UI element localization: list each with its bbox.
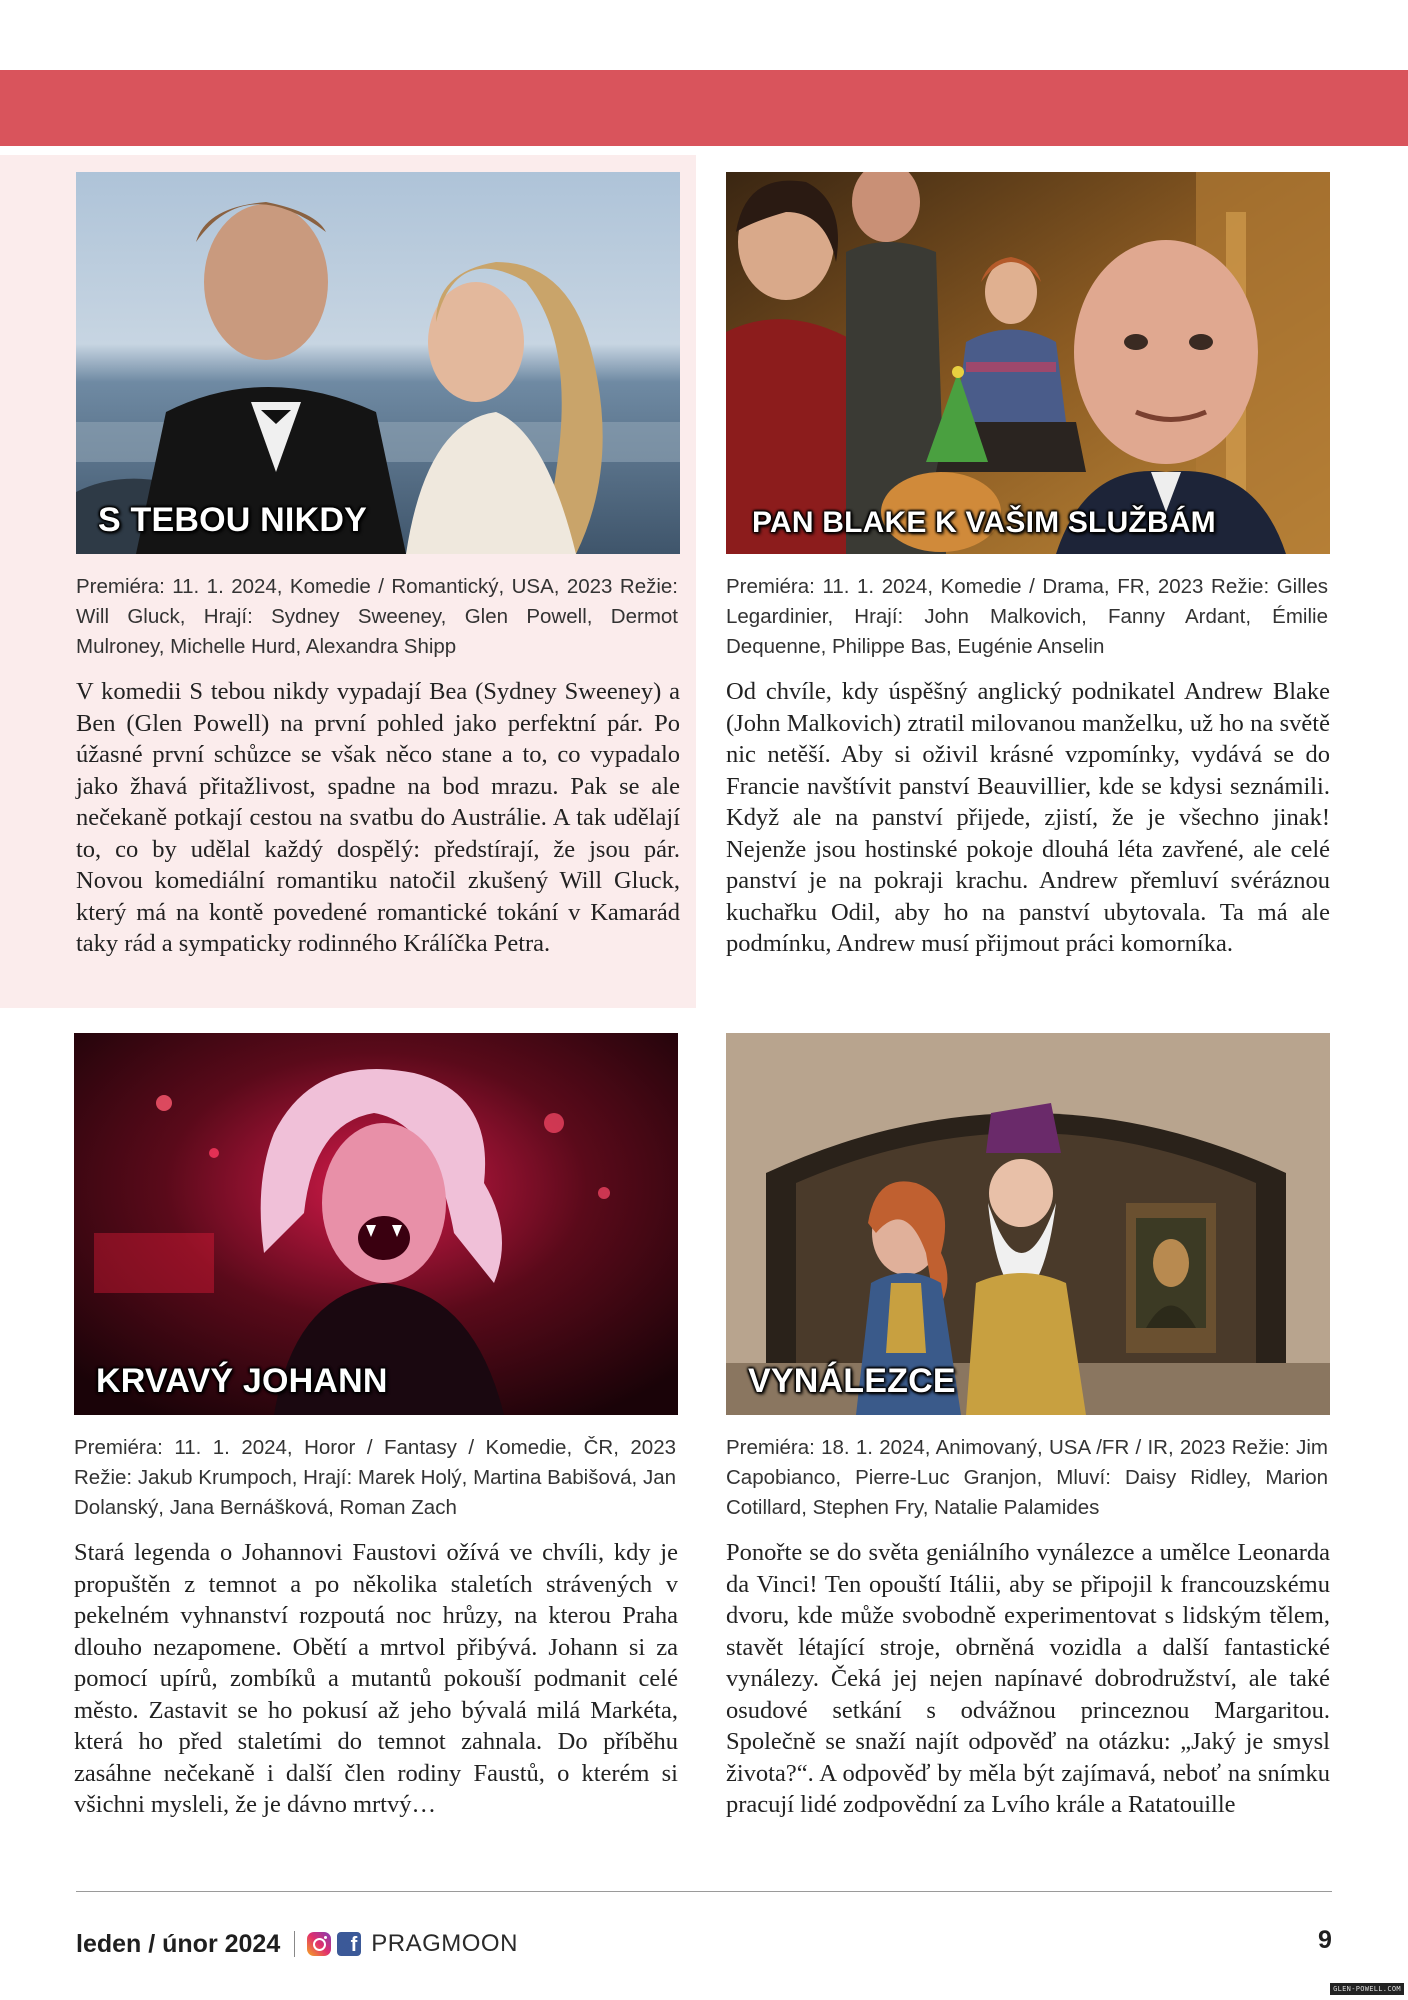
article-title: KRVAVÝ JOHANN <box>96 1362 388 1400</box>
article-meta: Premiéra: 18. 1. 2024, Animovaný, USA /FR / IR, 2023 Režie: Jim Capobianco, Pierre-Luc Granjon, Mluví: Daisy Ridley, Marion Cotillard, Stephen Fry, Natalie Palamides <box>726 1436 1328 1519</box>
issue-date: leden / únor 2024 <box>76 1929 281 1958</box>
article-meta: Premiéra: 11. 1. 2024, Komedie / Drama, FR, 2023 Režie: Gilles Legardinier, Hrají: John Malkovich, Fanny Ardant, Émilie Dequenne, Philippe Bas, Eugénie Anselin <box>726 575 1328 658</box>
article-photo <box>726 172 1330 554</box>
article-vynalezce <box>726 1033 1330 1821</box>
brand-name: PRAGMOON <box>371 1930 518 1957</box>
article-photo <box>726 1033 1330 1415</box>
page-footer <box>76 1926 518 1962</box>
article-pan-blake <box>726 172 1330 960</box>
watermark-badge: GLEN-POWELL.COM <box>1330 1983 1404 1995</box>
article-s-tebou-nikdy <box>76 172 680 960</box>
top-color-band <box>0 70 1408 146</box>
footer-separator <box>294 1931 295 1957</box>
article-description: Stará legenda o Johannovi Faustovi ožívá ve chvíli, kdy je propuštěn z temnot a po několika staletích strávených v pekelném vyhnanství rozpoutá noc hrůzy, na kterou Praha dlouho nezapomene. Obětí a mrtvol přibývá. Johann si za pomocí upírů, zombíků a mutantů pokouší podmanit celé město. Zastavit se ho pokusí až jeho bývalá milá Markéta, která ho před staletími do temnot zahnala. Do příběhu zasáhne nečekaně i další člen rodiny Faustů, o kterém si všichni mysleli, že je dávno mrtvý… <box>74 1539 678 1818</box>
vampire-club-photo <box>74 1033 678 1415</box>
facebook-icon[interactable]: f <box>337 1932 361 1956</box>
article-photo <box>76 172 680 554</box>
article-description: Ponořte se do světa geniálního vynálezce a umělce Leonarda da Vinci! Ten opouští Itálii, aby se připojil k francouzskému dvoru, kde může svobodně experimentovat s lidským tělem, stavět létající stroje, obrněná vozidla a další fantastické vynálezy. Čeká jej nejen napínavé dobrodružství, ale také osudové setkání s odvážnou princeznou Margaritou. Společně se snaží najít odpověď na otázku: „Jaký je smysl života?“. A odpověď by měla být zajímavá, neboť na snímku pracují lidé zodpovědní za Lvího krále a Ratatouille <box>726 1539 1330 1818</box>
article-photo <box>74 1033 678 1415</box>
article-meta: Premiéra: 11. 1. 2024, Horor / Fantasy / Komedie, ČR, 2023 Režie: Jakub Krumpoch, Hrají: Marek Holý, Martina Babišová, Jan Dolanský, Jana Bernášková, Roman Zach <box>74 1436 676 1519</box>
manor-cast-photo <box>726 172 1330 554</box>
article-title: PAN BLAKE K VAŠIM SLUŽBÁM <box>752 506 1216 539</box>
footer-divider <box>76 1891 1332 1892</box>
animated-inventor-photo <box>726 1033 1330 1415</box>
article-title: S TEBOU NIKDY <box>98 501 367 539</box>
article-description: Od chvíle, kdy úspěšný anglický podnikatel Andrew Blake (John Malkovich) ztratil milovanou manželku, už ho na světě nic netěší. Aby si oživil krásné vzpomínky, vydává se do Francie navštívit panství Beauvillier, kde se kdysi seznámili. Když ale na panství přijede, zjistí, že je všechno jinak! Nejenže jsou hostinské pokoje dlouhá léta zavřené, ale celé panství je na pokraji krachu. Andrew přemluví svéráznou kuchařku Odil, aby ho na panství ubytovala. Ta má ale podmínku, Andrew musí přijmout práci komorníka. <box>726 678 1330 957</box>
article-description: V komedii S tebou nikdy vypadají Bea (Sydney Sweeney) a Ben (Glen Powell) na první pohled jako perfektní pár. Po úžasné první schůzce se však něco stane a to, co vypadalo jako žhavá přitažlivost, spadne na bod mrazu. Pak se ale nečekaně potkají cestou na svatbu do Austrálie. A tak udělají to, co by udělal každý dospělý: předstírají, že jsou pár. Novou komediální romantiku natočil zkušený Will Gluck, který má na kontě povedené romantické tokání v Kamarád taky rád a sympaticky rodinného Králíčka Petra. <box>76 678 680 957</box>
article-krvavy-johann <box>74 1033 678 1821</box>
article-meta: Premiéra: 11. 1. 2024, Komedie / Romantický, USA, 2023 Režie: Will Gluck, Hrají: Sydney Sweeney, Glen Powell, Dermot Mulroney, Michelle Hurd, Alexandra Shipp <box>76 575 678 658</box>
page-number: 9 <box>1318 1926 1332 1954</box>
beach-couple-photo <box>76 172 680 554</box>
instagram-icon[interactable] <box>307 1932 331 1956</box>
article-title: VYNÁLEZCE <box>748 1362 956 1400</box>
